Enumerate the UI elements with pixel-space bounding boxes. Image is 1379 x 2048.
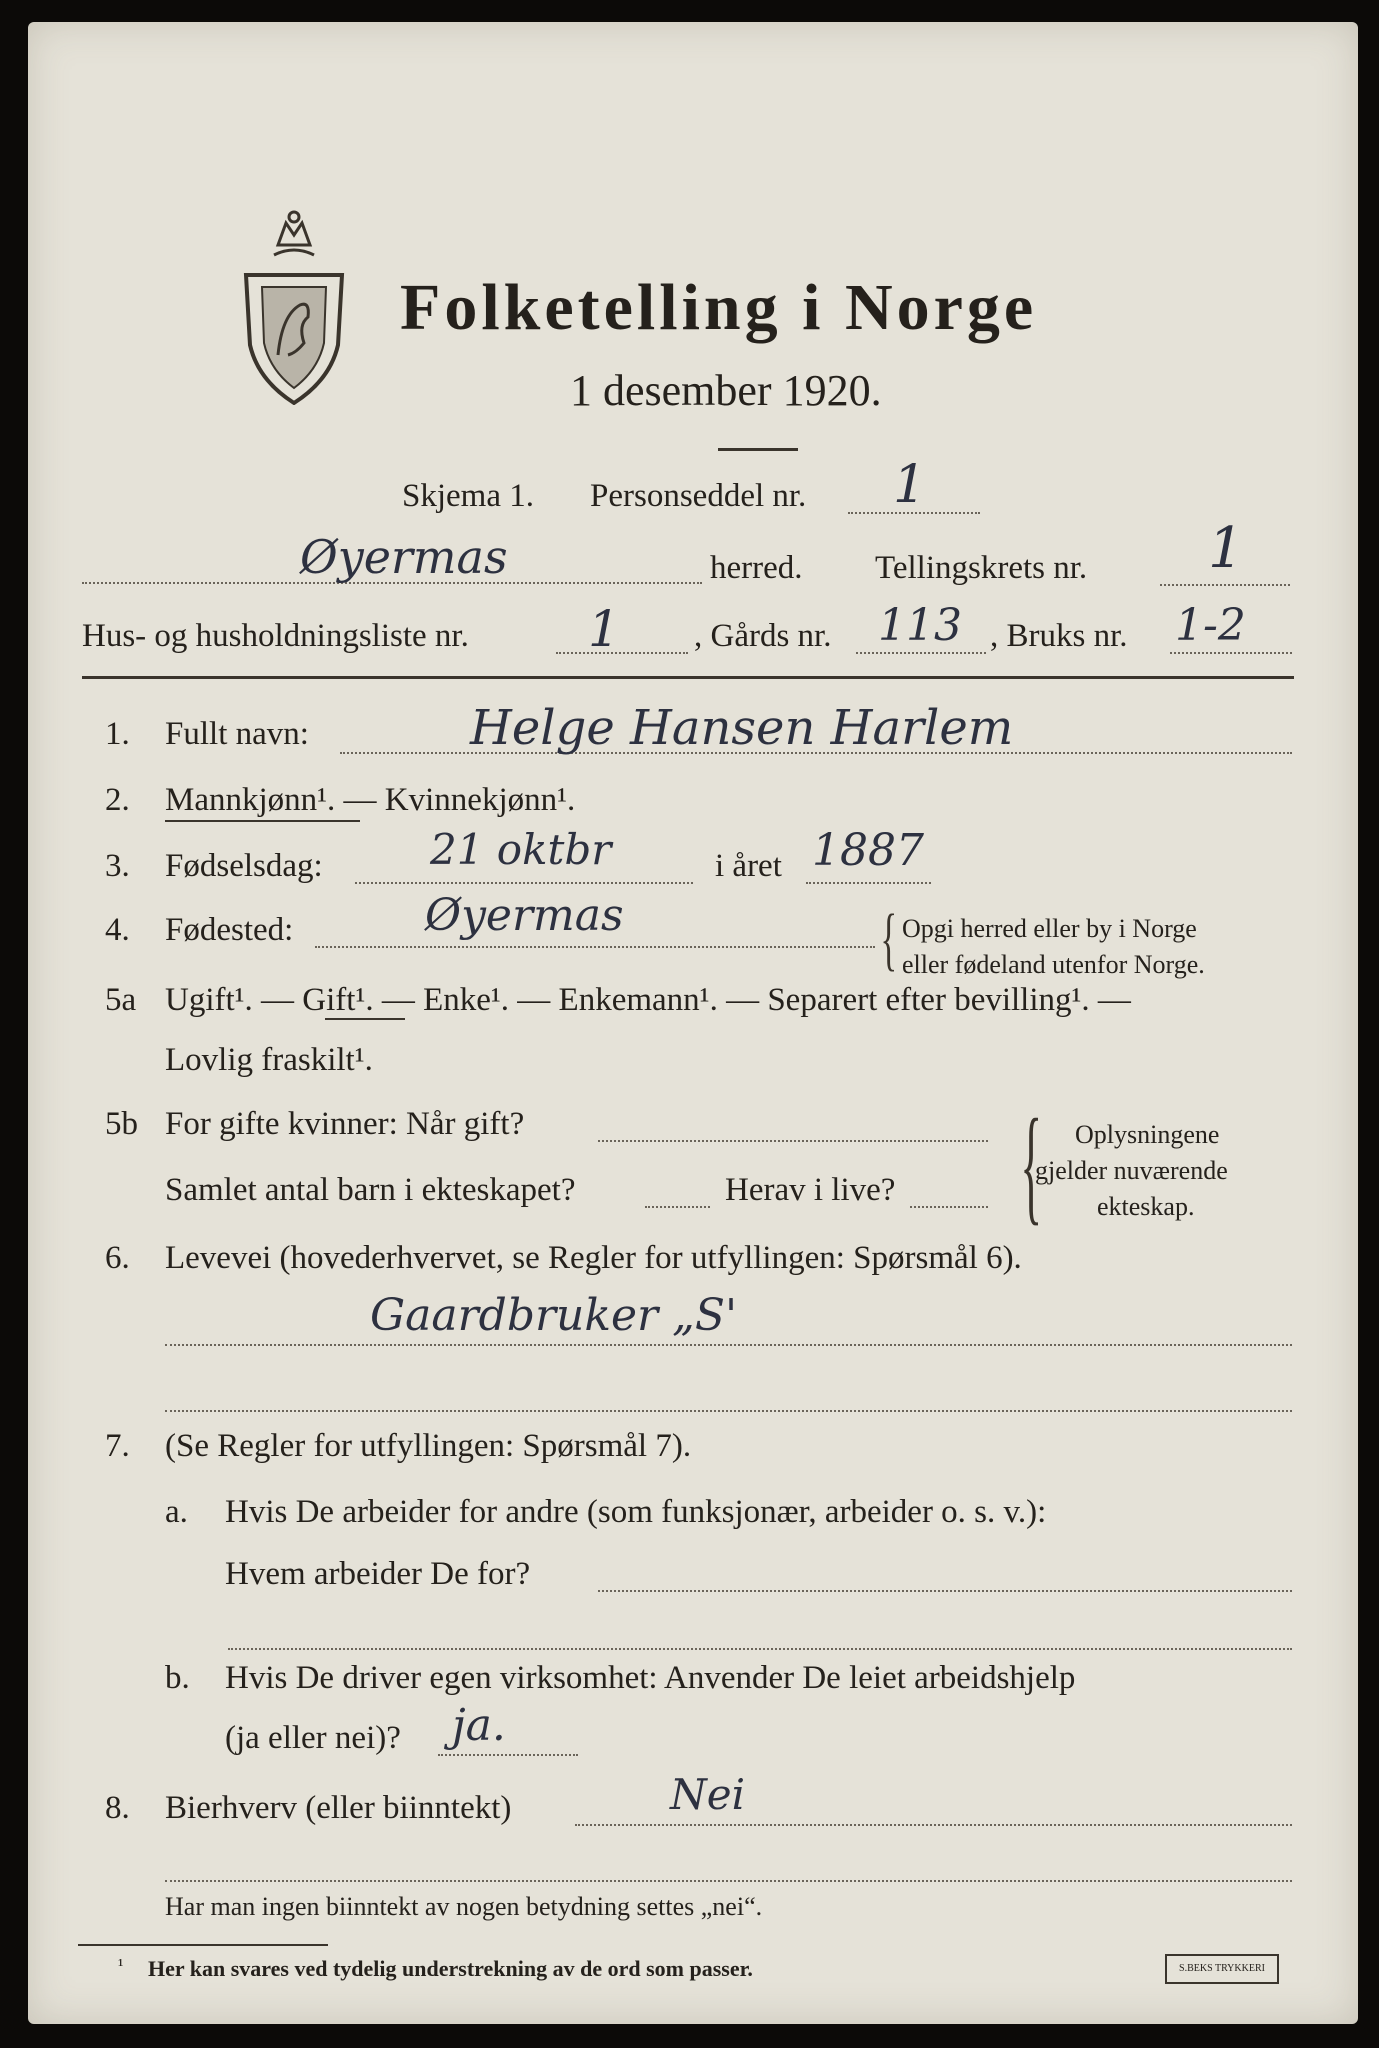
q4-label: Fødested: xyxy=(165,912,294,948)
side-income-line-1 xyxy=(575,1824,1292,1826)
mannkjonn-underline xyxy=(165,820,360,822)
birthplace-line xyxy=(315,946,875,948)
birthdate-line xyxy=(355,882,693,884)
q5a-number: 5a xyxy=(105,982,137,1018)
q4-note-line1: Opgi herred eller by i Norge xyxy=(902,914,1197,943)
q5b-married-label: For gifte kvinner: Når gift? xyxy=(165,1106,525,1142)
q1-label: Fullt navn: xyxy=(165,716,309,752)
marital-options-line2: Lovlig fraskilt¹. xyxy=(165,1042,373,1078)
birthyear-line xyxy=(806,882,931,884)
gards-label: , Gårds nr. xyxy=(694,618,832,654)
marital-options: Ugift¹. — Gift¹. — Enke¹. — Enkemann¹. — Separert efter bevilling¹. — xyxy=(165,982,1131,1018)
q5b-note-line3: ekteskap. xyxy=(1097,1192,1195,1221)
q6-label: Levevei (hovederhvervet, se Regler for utfyllingen: Spørsmål 6). xyxy=(165,1240,1022,1276)
children-line xyxy=(645,1206,710,1208)
title-divider xyxy=(718,448,798,451)
q8-number: 8. xyxy=(105,1790,130,1826)
employer-line-1 xyxy=(598,1590,1292,1592)
q7-label: (Se Regler for utfyllingen: Spørsmål 7). xyxy=(165,1428,692,1464)
q7a-line1: Hvis De arbeider for andre (som funksjonær, arbeider o. s. v.): xyxy=(225,1494,1047,1530)
personseddel-label: Personseddel nr. xyxy=(590,478,807,514)
bruks-label: , Bruks nr. xyxy=(990,618,1128,654)
tellingskrets-label: Tellingskrets nr. xyxy=(875,550,1088,586)
q5b-note-line2: gjelder nuværende xyxy=(1035,1156,1228,1185)
hus-label: Hus- og husholdningsliste nr. xyxy=(82,618,469,654)
footnote-divider xyxy=(78,1944,328,1946)
q4-number: 4. xyxy=(105,912,130,948)
q1-number: 1. xyxy=(105,716,130,752)
tellingskrets-line xyxy=(1160,584,1290,586)
skjema-label: Skjema 1. xyxy=(402,478,534,514)
q5b-children-label: Samlet antal barn i ekteskapet? xyxy=(165,1172,576,1208)
herred-value: Øyermas xyxy=(300,530,508,584)
side-income-line-2 xyxy=(165,1880,1292,1882)
tellingskrets-value: 1 xyxy=(1208,516,1244,581)
birthplace-value: Øyermas xyxy=(425,890,624,941)
q5b-alive-label: Herav i live? xyxy=(725,1172,896,1208)
form-title: Folketelling i Norge xyxy=(400,271,1038,344)
hired-help-line xyxy=(438,1754,578,1756)
header-divider xyxy=(82,676,1294,679)
bruks-line xyxy=(1170,652,1292,654)
q5b-number: 5b xyxy=(105,1106,138,1142)
birthdate-value: 21 oktbr xyxy=(430,825,612,874)
alive-line xyxy=(910,1206,988,1208)
q7b-letter: b. xyxy=(165,1660,190,1696)
q3-number: 3. xyxy=(105,848,130,884)
employer-line-2 xyxy=(228,1648,1292,1650)
q7b-line1: Hvis De driver egen virksomhet: Anvender De leiet arbeidshjelp xyxy=(225,1660,1076,1696)
side-income-value: Nei xyxy=(670,1770,746,1819)
q5b-note-brace: { xyxy=(1020,1093,1043,1237)
occupation-line-2 xyxy=(165,1410,1292,1412)
married-date-line xyxy=(598,1140,988,1142)
sex-options: Mannkjønn¹. — Kvinnekjønn¹. xyxy=(165,782,576,818)
bruks-value: 1-2 xyxy=(1175,600,1246,651)
footnote-mark: ¹ xyxy=(118,1955,124,1975)
hus-value: 1 xyxy=(588,600,620,658)
q3-label: Fødselsdag: xyxy=(165,848,323,884)
footnote-text: Her kan svares ved tydelig understrekning av de ord som passer. xyxy=(148,1956,753,1981)
census-date: 1 desember 1920. xyxy=(570,366,882,415)
occupation-value: Gaardbruker „S' xyxy=(370,1290,738,1341)
occupation-line-1 xyxy=(165,1344,1292,1346)
q7a-letter: a. xyxy=(165,1494,188,1530)
gards-line xyxy=(856,652,986,654)
q6-number: 6. xyxy=(105,1240,130,1276)
q7-number: 7. xyxy=(105,1428,130,1464)
herred-label: herred. xyxy=(710,550,803,586)
personseddel-value: 1 xyxy=(893,455,927,515)
q5b-note-line1: Oplysningene xyxy=(1075,1120,1220,1149)
q2-number: 2. xyxy=(105,782,130,818)
gift-underline xyxy=(325,1018,405,1020)
q8-label: Bierhverv (eller biinntekt) xyxy=(165,1790,512,1826)
birthyear-label: i året xyxy=(715,848,782,884)
coat-of-arms-icon xyxy=(238,205,350,405)
q7b-line2: (ja eller nei)? xyxy=(225,1720,401,1756)
income-note: Har man ingen biinntekt av nogen betydning settes „nei“. xyxy=(165,1892,763,1921)
hired-help-value: ja. xyxy=(452,1700,506,1751)
hus-line xyxy=(556,652,688,654)
full-name-value: Helge Hansen Harlem xyxy=(470,700,1014,756)
gards-value: 113 xyxy=(878,600,962,651)
birthyear-value: 1887 xyxy=(812,825,924,876)
q7a-line2: Hvem arbeider De for? xyxy=(225,1556,531,1592)
printer-stamp: S.BEKS TRYKKERI xyxy=(1165,1954,1279,1984)
q4-note-brace: { xyxy=(880,901,898,978)
q4-note-line2: eller fødeland utenfor Norge. xyxy=(902,950,1205,979)
